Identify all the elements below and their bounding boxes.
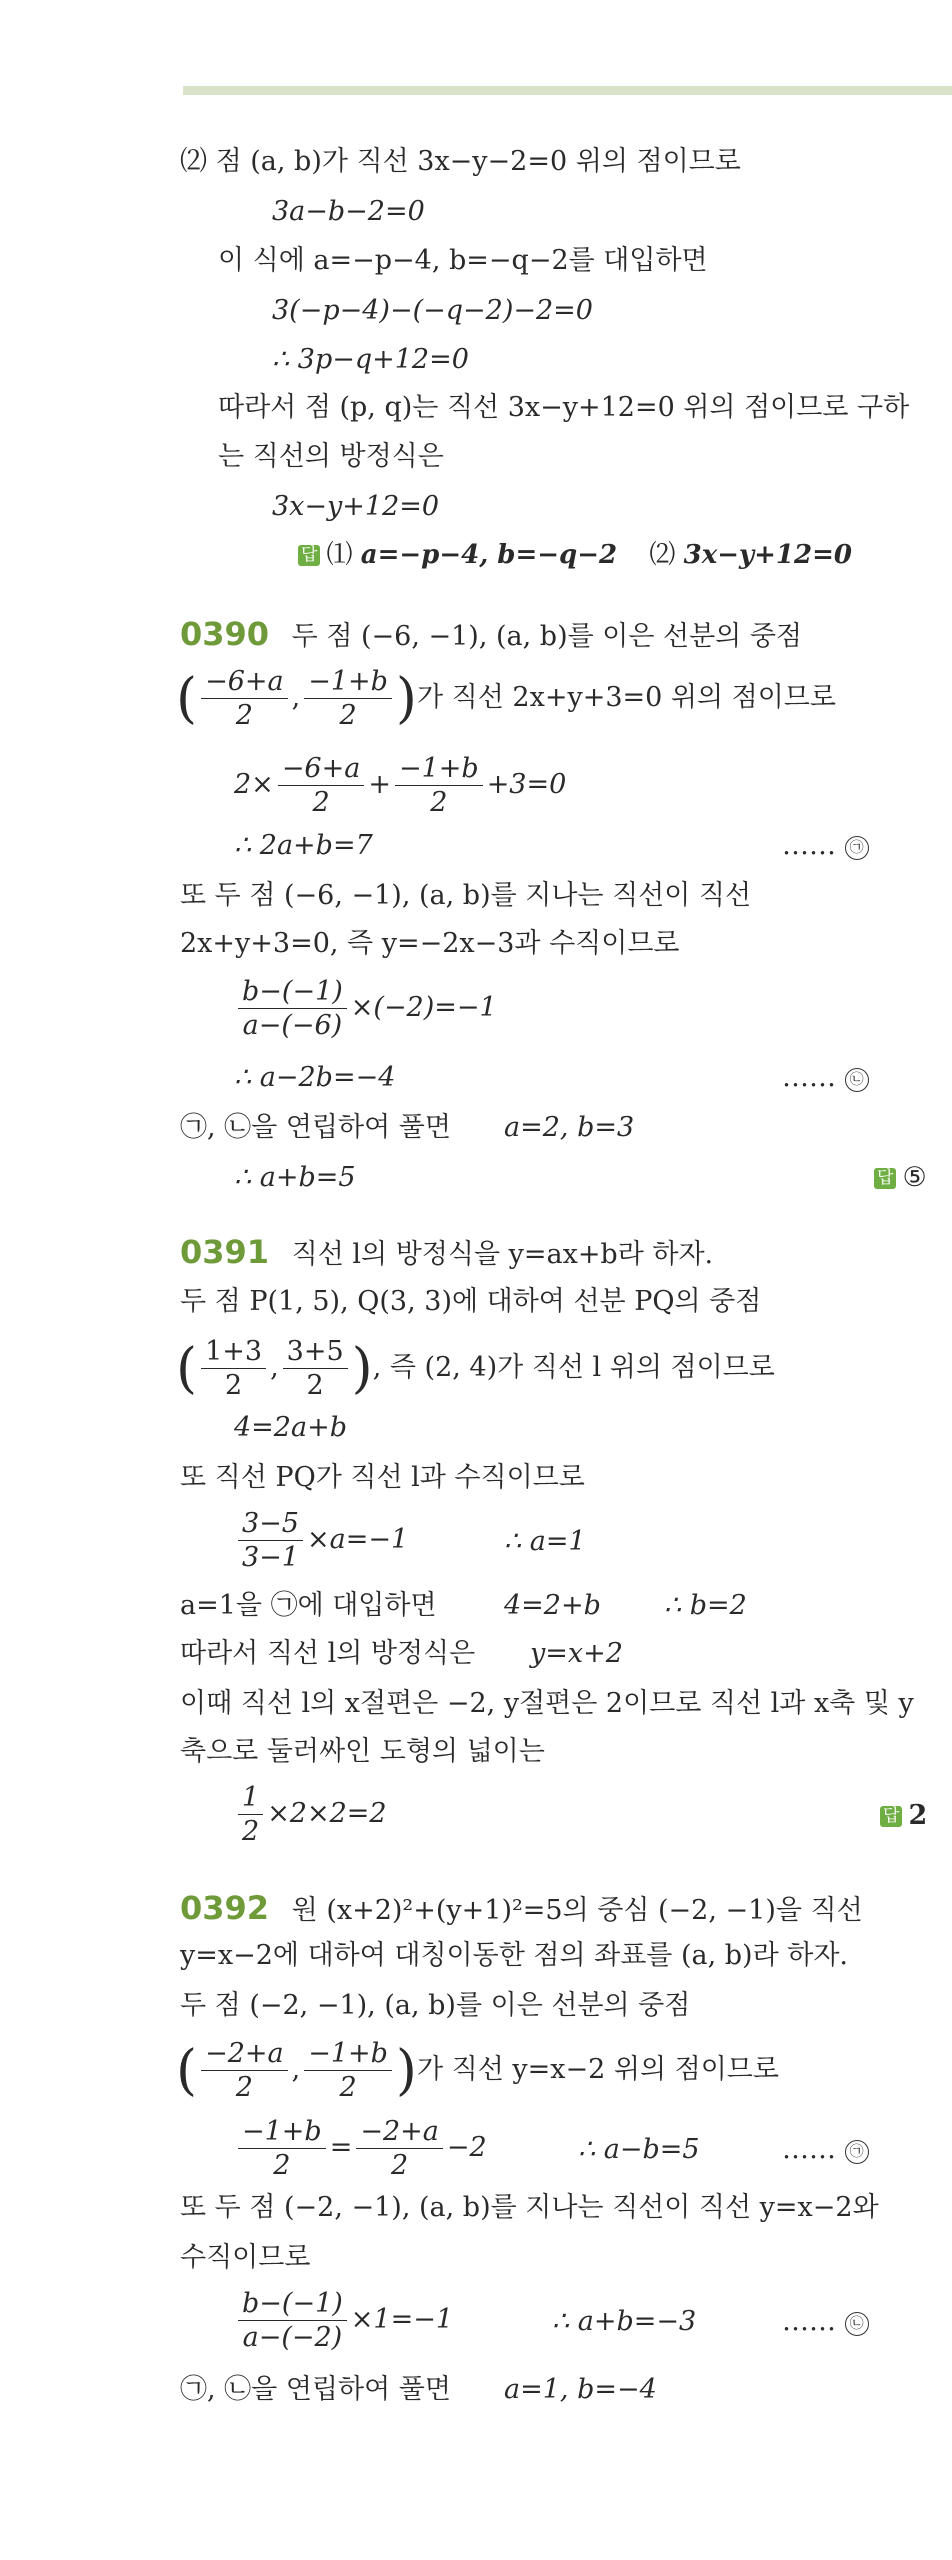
- fraction: $\frac{b-(-1)}{a-(-2)}$: [238, 2290, 347, 2351]
- equation: 4=2+b: [504, 1590, 601, 1621]
- text: , 즉 (2, 4)가 직선 l 위의 점이므로: [372, 1352, 775, 1383]
- text-line: ㉠, ㉡을 연립하여 풀면: [180, 1112, 451, 1143]
- text-line: 직선 l의 방정식을 y=ax+b라 하자.: [291, 1239, 714, 1270]
- equation: $\frac{b-(-1)}{a-(-6)}$ ×(−2)=−1: [234, 978, 497, 1039]
- text-line: 수직이므로: [180, 2242, 311, 2273]
- midpoint-line: ( $\frac{-2+a}{2}$ , $\frac{-1+b}{2}$ )가 직선 y=x−2 위의 점이므로: [176, 2038, 779, 2103]
- problem-number: 0390: [180, 615, 270, 653]
- problem-header: [180, 1889, 863, 1927]
- marker-1: ㉠: [845, 2140, 869, 2164]
- problem-header: [180, 615, 803, 653]
- text-line: ㉠, ㉡을 연립하여 풀면: [180, 2374, 451, 2405]
- equation: ∴ a+b=5: [234, 1162, 356, 1193]
- right-paren: ): [351, 1336, 373, 1400]
- fraction: $\frac{-2+a}{2}$: [356, 2118, 443, 2179]
- text-line: 원 (x+2)²+(y+1)²=5의 중심 (−2, −1)을 직선: [291, 1895, 863, 1926]
- text-line: 축으로 둘러싸인 도형의 넓이는: [180, 1736, 545, 1767]
- fraction: $\frac{3+5}{2}$: [283, 1338, 348, 1399]
- midpoint-line: ( $\frac{1+3}{2}$ , $\frac{3+5}{2}$ ), 즉 (2, 4)가 직선 l 위의 점이므로: [176, 1336, 775, 1401]
- equation: ∴ a−b=5: [578, 2134, 700, 2165]
- equation: ∴ a+b=−3: [552, 2306, 697, 2337]
- text: 가 직선 2x+y+3=0 위의 점이므로: [417, 682, 836, 713]
- left-paren: (: [176, 2038, 198, 2102]
- equation: $\frac{3-5}{3-1}$ ×a=−1: [234, 1510, 408, 1571]
- fraction: $\frac{1+3}{2}$: [201, 1338, 266, 1399]
- equation: a=2, b=3: [504, 1112, 635, 1143]
- right-paren: ): [395, 2038, 417, 2102]
- fraction: $\frac{-6+a}{2}$: [201, 668, 288, 729]
- problem-number: 0392: [180, 1889, 270, 1927]
- text-line: 따라서 직선 l의 방정식은: [180, 1638, 476, 1669]
- fraction: $\frac{3-5}{3-1}$: [238, 1510, 303, 1571]
- text-line: 또 두 점 (−2, −1), (a, b)를 지나는 직선이 직선 y=x−2와: [180, 2192, 879, 2223]
- answer-value: 3x−y+12=0: [683, 540, 852, 570]
- marker-2: ㉡: [845, 2312, 869, 2336]
- answer-line: [298, 542, 852, 568]
- equation: y=x+2: [530, 1638, 623, 1669]
- equation: ∴ 3p−q+12=0: [272, 344, 469, 375]
- fraction: $\frac{1}{2}$: [238, 1784, 263, 1845]
- fraction: $\frac{-6+a}{2}$: [278, 755, 365, 816]
- left-paren: (: [176, 666, 198, 730]
- text-line: 두 점 (−6, −1), (a, b)를 이은 선분의 중점: [291, 621, 803, 652]
- equation: $\frac{b-(-1)}{a-(-2)}$ ×1=−1: [234, 2290, 453, 2351]
- equation: 3x−y+12=0: [272, 491, 440, 522]
- text-line: y=x−2에 대하여 대칭이동한 점의 좌표를 (a, b)라 하자.: [180, 1940, 848, 1971]
- equation: ∴ b=2: [664, 1590, 747, 1621]
- equation: ∴ a=1: [504, 1526, 586, 1557]
- right-paren: ): [395, 666, 417, 730]
- answer-line: [874, 1164, 927, 1191]
- equation-tag: …… ㉡: [782, 2308, 869, 2336]
- equation: 4=2a+b: [234, 1412, 347, 1443]
- text-line: 는 직선의 방정식은: [218, 441, 444, 472]
- answer-line: [880, 1802, 927, 1829]
- text-line: 또 두 점 (−6, −1), (a, b)를 지나는 직선이 직선: [180, 880, 752, 911]
- text-line: 이때 직선 l의 x절편은 −2, y절편은 2이므로 직선 l과 x축 및 y: [180, 1688, 914, 1719]
- problem-header: [180, 1233, 714, 1271]
- fraction: $\frac{-1+b}{2}$: [304, 2040, 392, 2101]
- equation: $\frac{1}{2}$ ×2×2=2: [234, 1784, 387, 1845]
- answer-value: ⑤: [902, 1162, 927, 1193]
- marker-2: ㉡: [845, 1068, 869, 1092]
- text: 가 직선 y=x−2 위의 점이므로: [417, 2054, 779, 2085]
- answer-badge: 답: [298, 545, 320, 566]
- answer-value: 2: [908, 1800, 928, 1831]
- fraction: $\frac{-1+b}{2}$: [304, 668, 392, 729]
- text-line: 두 점 (−2, −1), (a, b)를 이은 선분의 중점: [180, 1990, 691, 2021]
- text-line: 또 직선 PQ가 직선 l과 수직이므로: [180, 1462, 585, 1493]
- answer-value: a=−p−4, b=−q−2: [360, 540, 618, 570]
- fraction: $\frac{-1+b}{2}$: [395, 755, 483, 816]
- marker-1: ㉠: [845, 836, 869, 860]
- text-line: 2x+y+3=0, 즉 y=−2x−3과 수직이므로: [180, 928, 680, 959]
- equation: 2× $\frac{-6+a}{2}$ + $\frac{-1+b}{2}$ +3=0: [234, 753, 567, 818]
- equation: $\frac{-1+b}{2}$ = $\frac{-2+a}{2}$ −2: [234, 2118, 487, 2179]
- fraction: $\frac{b-(-1)}{a-(-6)}$: [238, 978, 347, 1039]
- answer-badge: 답: [874, 1168, 896, 1189]
- equation-tag: …… ㉡: [782, 1064, 869, 1092]
- equation-tag: …… ㉠: [782, 832, 869, 860]
- fraction: $\frac{-2+a}{2}$: [201, 2040, 288, 2101]
- equation-tag: …… ㉠: [782, 2136, 869, 2164]
- answer-badge: 답: [880, 1806, 902, 1827]
- answer-mark: ⑴: [326, 540, 353, 570]
- midpoint-line: ( $\frac{-6+a}{2}$ , $\frac{-1+b}{2}$ )가 직선 2x+y+3=0 위의 점이므로: [176, 666, 836, 731]
- top-accent-bar: [183, 86, 952, 95]
- equation: 3(−p−4)−(−q−2)−2=0: [272, 295, 593, 326]
- text-line: a=1을 ㉠에 대입하면: [180, 1590, 437, 1621]
- text-line: 따라서 점 (p, q)는 직선 3x−y+12=0 위의 점이므로 구하: [218, 392, 910, 423]
- equation: ∴ 2a+b=7: [234, 830, 373, 861]
- left-paren: (: [176, 1336, 198, 1400]
- text-line: 이 식에 a=−p−4, b=−q−2를 대입하면: [218, 245, 708, 276]
- equation: ∴ a−2b=−4: [234, 1062, 396, 1093]
- answer-mark: ⑵: [649, 540, 676, 570]
- text-line: ⑵ 점 (a, b)가 직선 3x−y−2=0 위의 점이므로: [180, 146, 741, 177]
- equation: 3a−b−2=0: [272, 196, 425, 227]
- equation: a=1, b=−4: [504, 2374, 657, 2405]
- problem-number: 0391: [180, 1233, 270, 1271]
- text-line: 두 점 P(1, 5), Q(3, 3)에 대하여 선분 PQ의 중점: [180, 1286, 762, 1317]
- fraction: $\frac{-1+b}{2}$: [238, 2118, 326, 2179]
